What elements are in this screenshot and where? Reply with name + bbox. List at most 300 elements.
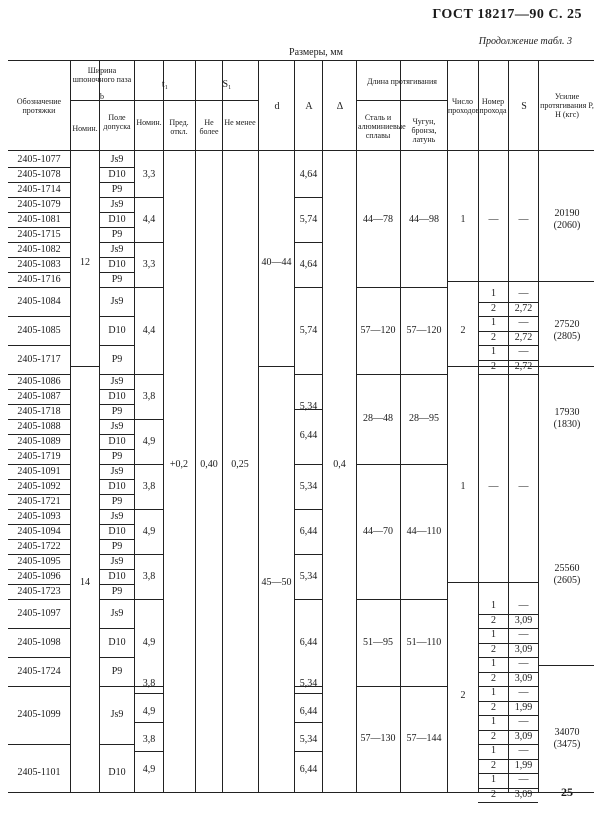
- table-rule: [8, 389, 70, 390]
- table-rule: [8, 316, 70, 317]
- table-rule: [294, 554, 322, 555]
- tolerance-field-cell: D10: [108, 169, 126, 180]
- tolerance-field-cell: Js9: [110, 556, 124, 567]
- passes-cell: 1: [460, 481, 466, 492]
- col-s1-max: Не более: [199, 118, 219, 136]
- col-d: d: [274, 101, 280, 112]
- length-steel-cell: 28—48: [363, 413, 393, 424]
- table-rule: [294, 197, 322, 198]
- table-rule: [447, 366, 478, 367]
- pass-number-cell: 1: [491, 658, 496, 669]
- table-rule: [294, 693, 322, 694]
- table-rule: [99, 744, 134, 745]
- table-rule: [8, 657, 70, 658]
- s-cell: —: [518, 774, 529, 785]
- tolerance-field-cell: D10: [108, 214, 126, 225]
- designation-cell: 2405-1099: [17, 709, 61, 720]
- tolerance-field-cell: P9: [111, 229, 123, 240]
- a-cell: 5,34: [299, 401, 318, 412]
- table-rule: [8, 744, 70, 745]
- col-width-b: b: [100, 92, 104, 101]
- col-force: Усилие протягивания P, Н (кгс): [540, 92, 594, 119]
- passes-cell: 1: [460, 214, 466, 225]
- table-rule: [8, 197, 70, 198]
- a-cell: 5,74: [299, 325, 318, 336]
- designation-cell: 2405-1097: [17, 608, 61, 619]
- s-cell: —: [518, 214, 529, 225]
- table-rule: [356, 100, 447, 101]
- tolerance-field-cell: P9: [111, 586, 123, 597]
- pass-number-cell: 1: [491, 745, 496, 756]
- table-rule: [70, 366, 99, 367]
- table-rule: [99, 569, 134, 570]
- designation-cell: 2405-1094: [17, 526, 61, 537]
- table-rule: [134, 554, 163, 555]
- tolerance-field-cell: Js9: [110, 466, 124, 477]
- s-cell: 3,09: [514, 644, 533, 655]
- table-rule: [99, 657, 134, 658]
- table-rule: [8, 182, 70, 183]
- designation-cell: 2405-1718: [17, 406, 61, 417]
- tolerance-field-cell: Js9: [110, 244, 124, 255]
- pass-number-cell: 1: [491, 629, 496, 640]
- table-rule: [134, 287, 163, 288]
- tolerance-field-cell: P9: [111, 406, 123, 417]
- table-rule: [134, 374, 163, 375]
- designation-cell: 2405-1078: [17, 169, 61, 180]
- tolerance-field-cell: P9: [111, 184, 123, 195]
- designation-cell: 2405-1089: [17, 436, 61, 447]
- designation-cell: 2405-1717: [17, 354, 61, 365]
- table-rule: [8, 599, 70, 600]
- tolerance-field-cell: D10: [108, 571, 126, 582]
- table-rule: [99, 257, 134, 258]
- designation-cell: 2405-1098: [17, 637, 61, 648]
- pass-number-cell: —: [488, 481, 499, 492]
- table-rule: [322, 60, 323, 792]
- table-rule: [356, 374, 447, 375]
- pass-number-cell: 1: [491, 317, 496, 328]
- table-rule: [99, 464, 134, 465]
- tolerance-field-cell: P9: [111, 541, 123, 552]
- a-cell: 6,44: [299, 764, 318, 775]
- table-rule: [8, 60, 594, 61]
- page-header-title: ГОСТ 18217—90 С. 25: [432, 7, 582, 22]
- tolerance-field-cell: D10: [108, 325, 126, 336]
- designation-cell: 2405-1087: [17, 391, 61, 402]
- col-t1-dev: Пред. откл.: [169, 118, 189, 136]
- designation-cell: 2405-1724: [17, 666, 61, 677]
- table-rule: [8, 287, 70, 288]
- s-cell: 3,09: [514, 731, 533, 742]
- t1-nominal-cell: 3,8: [142, 678, 156, 689]
- designation-cell: 2405-1716: [17, 274, 61, 285]
- table-rule: [8, 272, 70, 273]
- s-cell: —: [518, 745, 529, 756]
- t1-deviation-cell: +0,2: [169, 459, 189, 470]
- tolerance-field-cell: P9: [111, 496, 123, 507]
- col-length-iron: Чугун, бронза, латунь: [411, 117, 437, 144]
- s-cell: —: [518, 716, 529, 727]
- table-rule: [8, 464, 70, 465]
- designation-cell: 2405-1091: [17, 466, 61, 477]
- designation-cell: 2405-1715: [17, 229, 61, 240]
- s1-max-cell: 0,40: [200, 459, 218, 470]
- table-rule: [8, 345, 70, 346]
- table-rule: [8, 404, 70, 405]
- designation-cell: 2405-1077: [17, 154, 61, 165]
- table-rule: [258, 366, 294, 367]
- force-cell: 17930: [554, 407, 580, 418]
- tolerance-field-cell: D10: [108, 436, 126, 447]
- table-rule: [400, 60, 401, 792]
- length-iron-cell: 44—110: [406, 526, 442, 537]
- pass-number-cell: 1: [491, 346, 496, 357]
- s-cell: 1,99: [514, 702, 533, 713]
- pass-number-cell: 2: [491, 673, 496, 684]
- table-rule: [99, 272, 134, 273]
- col-s1: S₁: [222, 79, 232, 90]
- s-cell: 2,72: [514, 303, 533, 314]
- col-s1-min: Не менее: [224, 118, 256, 127]
- length-steel-cell: 44—70: [363, 526, 393, 537]
- table-rule: [99, 524, 134, 525]
- table-rule: [99, 345, 134, 346]
- designation-cell: 2405-1092: [17, 481, 61, 492]
- length-steel-cell: 51—95: [363, 637, 393, 648]
- table-rule: [8, 227, 70, 228]
- tolerance-field-cell: D10: [108, 767, 126, 778]
- pass-number-cell: 2: [491, 332, 496, 343]
- b-nominal-cell: 12: [80, 257, 90, 268]
- designation-cell: 2405-1721: [17, 496, 61, 507]
- tolerance-field-cell: Js9: [110, 608, 124, 619]
- col-t1: t₁: [161, 79, 169, 90]
- s-cell: 2,72: [514, 361, 533, 372]
- table-rule: [99, 494, 134, 495]
- length-iron-cell: 44—98: [409, 214, 439, 225]
- table-rule: [99, 509, 134, 510]
- s-cell: 1,99: [514, 760, 533, 771]
- table-rule: [447, 582, 478, 583]
- table-rule: [99, 167, 134, 168]
- table-rule: [447, 60, 448, 792]
- table-rule: [8, 569, 70, 570]
- designation-cell: 2405-1722: [17, 541, 61, 552]
- col-pass-no: Номер прохода: [479, 97, 507, 115]
- table-rule: [195, 60, 196, 792]
- pass-number-cell: 2: [491, 702, 496, 713]
- table-rule: [8, 494, 70, 495]
- force-cell: (1830): [553, 419, 581, 430]
- table-rule: [8, 167, 70, 168]
- length-steel-cell: 57—130: [360, 733, 396, 744]
- designation-cell: 2405-1083: [17, 259, 61, 270]
- tolerance-field-cell: Js9: [110, 421, 124, 432]
- s-cell: —: [518, 600, 529, 611]
- s-cell: —: [518, 481, 529, 492]
- table-rule: [195, 100, 258, 101]
- table-rule: [538, 281, 594, 282]
- pass-number-cell: 1: [491, 774, 496, 785]
- table-rule: [99, 404, 134, 405]
- table-rule: [99, 227, 134, 228]
- designation-cell: 2405-1723: [17, 586, 61, 597]
- a-cell: 6,44: [299, 430, 318, 441]
- table-rule: [99, 389, 134, 390]
- table-rule: [99, 584, 134, 585]
- tolerance-field-cell: Js9: [110, 296, 124, 307]
- table-rule: [478, 281, 538, 282]
- tolerance-field-cell: P9: [111, 274, 123, 285]
- s-cell: 3,09: [514, 615, 533, 626]
- table-rule: [134, 722, 163, 723]
- table-rule: [8, 584, 70, 585]
- tolerance-field-cell: P9: [111, 451, 123, 462]
- a-cell: 4,64: [299, 169, 318, 180]
- d-cell: 45—50: [261, 577, 292, 588]
- force-cell: 34070: [554, 727, 580, 738]
- col-t1-nom: Номин.: [136, 118, 162, 127]
- a-cell: 5,74: [299, 214, 318, 225]
- table-rule: [294, 751, 322, 752]
- force-cell: (2060): [553, 220, 581, 231]
- force-cell: 25560: [554, 563, 580, 574]
- pass-number-cell: 2: [491, 760, 496, 771]
- table-rule: [99, 599, 134, 600]
- s-cell: —: [518, 288, 529, 299]
- table-rule: [294, 509, 322, 510]
- table-rule: [99, 212, 134, 213]
- table-rule: [478, 802, 538, 803]
- a-cell: 6,44: [299, 637, 318, 648]
- force-cell: (2805): [553, 331, 581, 342]
- pass-number-cell: 2: [491, 731, 496, 742]
- pass-number-cell: 2: [491, 615, 496, 626]
- table-rule: [163, 60, 164, 792]
- pass-number-cell: 2: [491, 303, 496, 314]
- table-rule: [538, 665, 594, 666]
- d-cell: 40—44: [261, 257, 292, 268]
- table-rule: [8, 628, 70, 629]
- designation-cell: 2405-1084: [17, 296, 61, 307]
- force-cell: 20190: [554, 208, 580, 219]
- designation-cell: 2405-1714: [17, 184, 61, 195]
- force-cell: (2605): [553, 575, 581, 586]
- a-cell: 6,44: [299, 706, 318, 717]
- table-rule: [8, 479, 70, 480]
- designation-cell: 2405-1085: [17, 325, 61, 336]
- designation-cell: 2405-1093: [17, 511, 61, 522]
- table-rule: [222, 60, 223, 792]
- col-length-group: Длина протягивания: [367, 77, 437, 86]
- s-cell: 3,09: [514, 673, 533, 684]
- s-cell: —: [518, 317, 529, 328]
- table-rule: [134, 464, 163, 465]
- table-rule: [294, 374, 322, 375]
- table-rule: [294, 599, 322, 600]
- length-iron-cell: 28—95: [409, 413, 439, 424]
- table-rule: [134, 242, 163, 243]
- col-delta: Δ: [336, 101, 344, 112]
- table-rule: [8, 449, 70, 450]
- s-cell: —: [518, 658, 529, 669]
- table-rule: [356, 287, 447, 288]
- col-s: S: [521, 101, 527, 112]
- a-cell: 4,64: [299, 259, 318, 270]
- designation-cell: 2405-1086: [17, 376, 61, 387]
- s-cell: —: [518, 629, 529, 640]
- table-rule: [258, 60, 259, 792]
- t1-nominal-cell: 4,4: [142, 214, 156, 225]
- force-cell: 27520: [554, 319, 580, 330]
- table-rule: [134, 197, 163, 198]
- length-iron-cell: 51—110: [406, 637, 442, 648]
- t1-nominal-cell: 4,9: [142, 706, 156, 717]
- s-cell: —: [518, 687, 529, 698]
- a-cell: 5,34: [299, 678, 318, 689]
- t1-nominal-cell: 3,3: [142, 259, 156, 270]
- page-number: 25: [561, 785, 573, 799]
- t1-nominal-cell: 3,8: [142, 571, 156, 582]
- s-cell: 3,09: [514, 789, 533, 800]
- tolerance-field-cell: D10: [108, 259, 126, 270]
- table-rule: [99, 419, 134, 420]
- table-rule: [478, 582, 538, 583]
- tolerance-field-cell: D10: [108, 637, 126, 648]
- table-rule: [99, 197, 134, 198]
- table-rule: [99, 242, 134, 243]
- length-steel-cell: 44—78: [363, 214, 393, 225]
- passes-cell: 2: [460, 690, 466, 701]
- length-iron-cell: 57—144: [406, 733, 442, 744]
- a-cell: 5,34: [299, 571, 318, 582]
- designation-cell: 2405-1096: [17, 571, 61, 582]
- tolerance-field-cell: D10: [108, 526, 126, 537]
- tolerance-field-cell: Js9: [110, 376, 124, 387]
- table-rule: [294, 409, 322, 410]
- designation-cell: 2405-1081: [17, 214, 61, 225]
- s1-min-cell: 0,25: [231, 459, 249, 470]
- table-rule: [99, 628, 134, 629]
- pass-number-cell: 2: [491, 644, 496, 655]
- t1-nominal-cell: 4,9: [142, 764, 156, 775]
- table-rule: [8, 242, 70, 243]
- col-width-group: Ширина шпоночного паза: [72, 66, 132, 84]
- table-rule: [99, 182, 134, 183]
- designation-cell: 2405-1079: [17, 199, 61, 210]
- length-iron-cell: 57—120: [406, 325, 442, 336]
- table-rule: [8, 524, 70, 525]
- tolerance-field-cell: Js9: [110, 511, 124, 522]
- force-cell: (3475): [553, 739, 581, 750]
- pass-number-cell: 2: [491, 789, 496, 800]
- table-rule: [134, 693, 163, 694]
- designation-cell: 2405-1088: [17, 421, 61, 432]
- pass-number-cell: 1: [491, 687, 496, 698]
- s-cell: —: [518, 346, 529, 357]
- tolerance-field-cell: D10: [108, 391, 126, 402]
- group-label: Размеры, мм: [289, 47, 343, 58]
- col-designation: Обозначение протяжки: [16, 97, 62, 115]
- designation-cell: 2405-1719: [17, 451, 61, 462]
- tolerance-field-cell: P9: [111, 666, 123, 677]
- table-rule: [8, 554, 70, 555]
- table-rule: [99, 479, 134, 480]
- table-rule: [294, 287, 322, 288]
- table-rule: [99, 316, 134, 317]
- tolerance-field-cell: D10: [108, 481, 126, 492]
- table-rule: [356, 464, 447, 465]
- table-rule: [99, 449, 134, 450]
- tolerance-field-cell: Js9: [110, 199, 124, 210]
- pass-number-cell: 2: [491, 361, 496, 372]
- t1-nominal-cell: 4,9: [142, 637, 156, 648]
- s-cell: 2,72: [514, 332, 533, 343]
- table-rule: [8, 509, 70, 510]
- table-rule: [99, 686, 134, 687]
- table-rule: [8, 150, 594, 151]
- col-length-steel: Сталь и алюминиевые сплавы: [358, 113, 406, 140]
- table-rule: [294, 464, 322, 465]
- table-rule: [8, 374, 70, 375]
- table-rule: [8, 539, 70, 540]
- designation-cell: 2405-1101: [17, 767, 61, 778]
- table-rule: [8, 257, 70, 258]
- table-rule: [8, 212, 70, 213]
- table-rule: [134, 100, 195, 101]
- table-rule: [134, 419, 163, 420]
- table-rule: [99, 539, 134, 540]
- tolerance-field-cell: Js9: [110, 154, 124, 165]
- a-cell: 6,44: [299, 526, 318, 537]
- length-steel-cell: 57—120: [360, 325, 396, 336]
- table-rule: [538, 366, 594, 367]
- pass-number-cell: 1: [491, 716, 496, 727]
- designation-cell: 2405-1095: [17, 556, 61, 567]
- b-nominal-cell: 14: [80, 577, 90, 588]
- t1-nominal-cell: 4,9: [142, 526, 156, 537]
- t1-nominal-cell: 3,3: [142, 169, 156, 180]
- t1-nominal-cell: 3,8: [142, 481, 156, 492]
- col-width-nom: Номин.: [72, 124, 98, 133]
- passes-cell: 2: [460, 325, 466, 336]
- tolerance-field-cell: P9: [111, 354, 123, 365]
- pass-number-cell: 1: [491, 288, 496, 299]
- table-rule: [134, 751, 163, 752]
- t1-nominal-cell: 4,4: [142, 325, 156, 336]
- table-rule: [294, 242, 322, 243]
- table-rule: [356, 599, 447, 600]
- table-rule: [99, 374, 134, 375]
- t1-nominal-cell: 3,8: [142, 734, 156, 745]
- table-rule: [99, 287, 134, 288]
- col-a: A: [305, 101, 313, 112]
- t1-nominal-cell: 4,9: [142, 436, 156, 447]
- table-rule: [478, 374, 538, 375]
- a-cell: 5,34: [299, 481, 318, 492]
- table-rule: [8, 419, 70, 420]
- table-rule: [294, 722, 322, 723]
- tolerance-field-cell: Js9: [110, 709, 124, 720]
- pass-number-cell: 1: [491, 600, 496, 611]
- pass-number-cell: —: [488, 214, 499, 225]
- table-rule: [356, 60, 357, 792]
- table-rule: [8, 792, 594, 793]
- table-rule: [70, 60, 71, 792]
- t1-nominal-cell: 3,8: [142, 391, 156, 402]
- designation-cell: 2405-1082: [17, 244, 61, 255]
